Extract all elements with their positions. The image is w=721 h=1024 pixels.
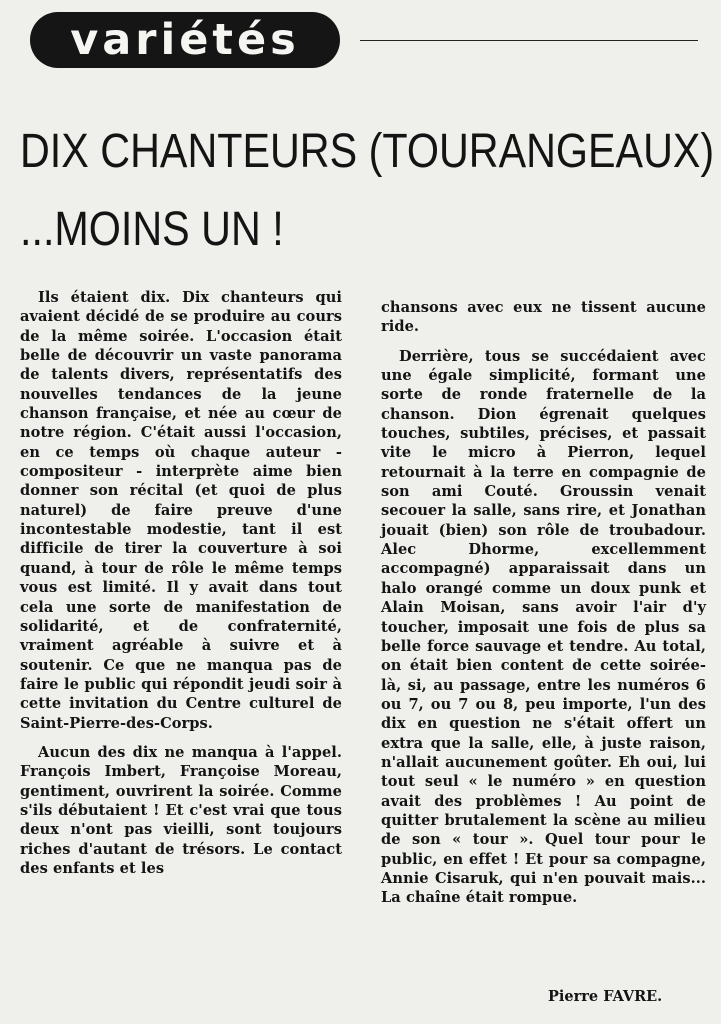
article-paragraph-continued: chansons avec eux ne tissent aucune ride. xyxy=(381,299,706,336)
article-paragraph: Derrière, tous se succédaient avec une égale simplicité, formant une sorte de ronde fraternelle de la chanson. Dion égrenait quelques touches, subtiles, précises, et passait vite le micro à Pierron, lequel retournait à la terre en compagnie de son ami Couté. Groussin venait secouer la salle, sans rire, et Jonathan jouait (bien) son rôle de troubadour. Alec Dhorme, excellemment accompagné) apparaissait dans un halo orangé comme un doux punk et Alain Moisan, sans avoir l'air d'y toucher, imposait une fois de plus sa belle force sauvage et tendre. Au total, on était bien content de cette soirée-là, si, au passage, entre les numéros 6 ou 7, ou 7 ou 8, peu importe, l'un des dix en question ne s'était offert un extra que la salle, elle, à juste raison, n'allait aucunement goûter. Eh oui, lui tout seul « le numéro » en question avait des problèmes ! Au point de quitter brutalement la scène au milieu de son « tour ». Quel tour pour le public, en effet ! Et pour sa compagne, Annie Cisaruk, qui n'en pouvait mais... La chaîne était rompue. xyxy=(381,347,706,907)
author-signature: Pierre FAVRE. xyxy=(548,988,663,1005)
article-column-right xyxy=(381,298,706,908)
headline-line-1: DIX CHANTEURS (TOURANGEAUX) xyxy=(20,125,715,178)
article-paragraph: Ils étaient dix. Dix chanteurs qui avaient décidé de se produire au cours de la même soirée. L'occasion était belle de découvrir un vaste panorama de talents divers, représentatifs des nouvelles tendances de la jeune chanson française, et née au cœur de notre région. C'était aussi l'occasion, en ce temps où chaque auteur - compositeur - interprète aime bien donner son récital (et quoi de plus naturel) de faire preuve d'une incontestable modestie, tant il est difficile de tirer la couverture à soi quand, à tour de rôle le même temps vous est limité. Il y avait dans tout cela une sorte de manifestation de solidarité, et de confraternité, vraiment agréable à suivre et à soutenir. Ce que ne manqua pas de faire le public qui répondit jeudi soir à cette invitation du Centre culturel de Saint-Pierre-des-Corps. xyxy=(20,289,342,732)
article-paragraph: Aucun des dix ne manqua à l'appel. François Imbert, Françoise Moreau, gentiment, ouvrirent la soirée. Comme s'ils débutaient ! Et c'est vrai que tous deux n'ont pas vieilli, sont toujours riches d'autant de trésors. Le contact des enfants et les xyxy=(20,743,342,877)
rubric-divider xyxy=(360,40,698,41)
article-column-left xyxy=(20,288,342,878)
headline-line-2: ...MOINS UN ! xyxy=(20,203,284,256)
section-rubric: variétés xyxy=(30,12,340,68)
